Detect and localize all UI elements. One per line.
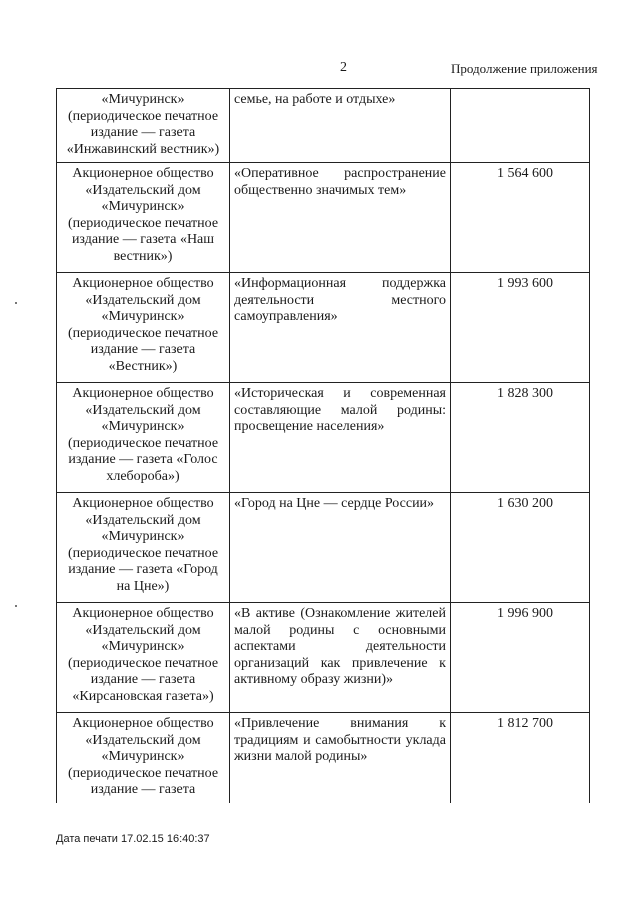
organization-line: «Издательский дом — [85, 182, 201, 198]
page-number: 2 — [340, 60, 347, 75]
table-row — [57, 713, 590, 803]
organization-line: «Издательский дом — [85, 622, 201, 638]
organization-line: издание — газета — [90, 125, 196, 140]
amount-cell — [451, 603, 590, 713]
organization-line: (периодическое печатное — [67, 655, 219, 671]
amount-value: 1 993 600 — [497, 276, 553, 291]
organization-line: Акционерное общество — [72, 276, 214, 291]
project-topic-cell: семье, на работе и отдыхе» — [230, 89, 451, 163]
organization-line: (периодическое печатное — [67, 108, 219, 124]
project-topic-cell: «Информационная поддержка деятельности местного самоуправления» — [230, 273, 451, 383]
scan-dot — [15, 605, 17, 607]
organization-line: хлебороба») — [106, 468, 180, 484]
organization-line: «Мичуринск» — [101, 419, 185, 434]
table-row — [57, 273, 590, 383]
organization-cell — [57, 713, 230, 803]
scan-dot — [15, 302, 17, 304]
organization-line: «Издательский дом — [85, 292, 201, 308]
amount-value: 1 996 900 — [497, 606, 553, 621]
organization-line: (периодическое печатное — [67, 545, 219, 561]
organization-line: «Издательский дом — [85, 402, 201, 418]
table-row — [57, 603, 590, 713]
amount-value: 1 564 600 — [497, 166, 553, 181]
table-row — [57, 89, 590, 163]
project-topic-cell: «Оперативное распространение общественно значимых тем» — [230, 163, 451, 273]
organization-line: Акционерное общество — [72, 716, 214, 731]
project-topic-cell: «Привлечение внимания к традициям и самобытности уклада жизни малой родины» — [230, 713, 451, 803]
organization-line: «Мичуринск» — [101, 639, 185, 654]
organization-line: издание — газета «Наш — [71, 232, 215, 247]
organization-line: «Мичуринск» — [101, 529, 185, 544]
table-row — [57, 493, 590, 603]
organization-line: (периодическое печатное — [67, 435, 219, 451]
amount-cell — [451, 493, 590, 603]
organization-line: «Кирсановская газета») — [72, 688, 214, 704]
organization-line: (периодическое печатное — [67, 765, 219, 781]
amount-value: 1 630 200 — [497, 496, 553, 511]
organization-line: «Издательский дом — [85, 512, 201, 528]
amount-cell — [451, 163, 590, 273]
continuation-note: Продолжение приложения — [451, 61, 598, 76]
amount-value: 1 828 300 — [497, 386, 553, 401]
project-topic-cell: «В активе (Ознакомление жителей малой родины с основными аспектами деятельности организаций как привлечение к активному образу жизни)» — [230, 603, 451, 713]
amount-cell — [451, 383, 590, 493]
amount-cell — [451, 89, 590, 163]
appendix-table — [56, 88, 590, 803]
organization-line: Акционерное общество — [72, 496, 214, 511]
organization-line: «Инжавинский вестник») — [66, 141, 220, 157]
table-row — [57, 383, 590, 493]
organization-line: Акционерное общество — [72, 386, 214, 401]
organization-line: издание — газета «Голос — [68, 452, 218, 467]
organization-cell — [57, 603, 230, 713]
organization-line: вестник») — [113, 248, 173, 264]
organization-cell — [57, 383, 230, 493]
organization-line: «Издательский дом — [85, 732, 201, 748]
organization-line: издание — газета — [90, 782, 196, 797]
organization-line: на Цне») — [116, 578, 170, 594]
amount-value: 1 812 700 — [497, 716, 553, 731]
organization-line: издание — газета — [90, 672, 196, 687]
organization-line: Акционерное общество — [72, 606, 214, 621]
organization-cell — [57, 163, 230, 273]
organization-cell — [57, 89, 230, 163]
organization-line: (периодическое печатное — [67, 325, 219, 341]
organization-line: «Мичуринск» — [101, 92, 185, 107]
organization-line: издание — газета «Город — [68, 562, 218, 577]
organization-line: издание — газета — [90, 342, 196, 357]
organization-line: «Мичуринск» — [101, 749, 185, 764]
organization-line: «Мичуринск» — [101, 309, 185, 324]
organization-line: «Вестник») — [108, 358, 178, 374]
organization-line: (периодическое печатное — [67, 215, 219, 231]
table-row — [57, 163, 590, 273]
amount-cell — [451, 273, 590, 383]
project-topic-cell: «Историческая и современная составляющие малой родины: просвещение населения» — [230, 383, 451, 493]
organization-line: «Мичуринск» — [101, 199, 185, 214]
project-topic-cell: «Город на Цне — сердце России» — [230, 493, 451, 603]
print-date: Дата печати 17.02.15 16:40:37 — [56, 833, 210, 845]
organization-cell — [57, 273, 230, 383]
organization-cell — [57, 493, 230, 603]
amount-cell — [451, 713, 590, 803]
organization-line: Акционерное общество — [72, 166, 214, 181]
